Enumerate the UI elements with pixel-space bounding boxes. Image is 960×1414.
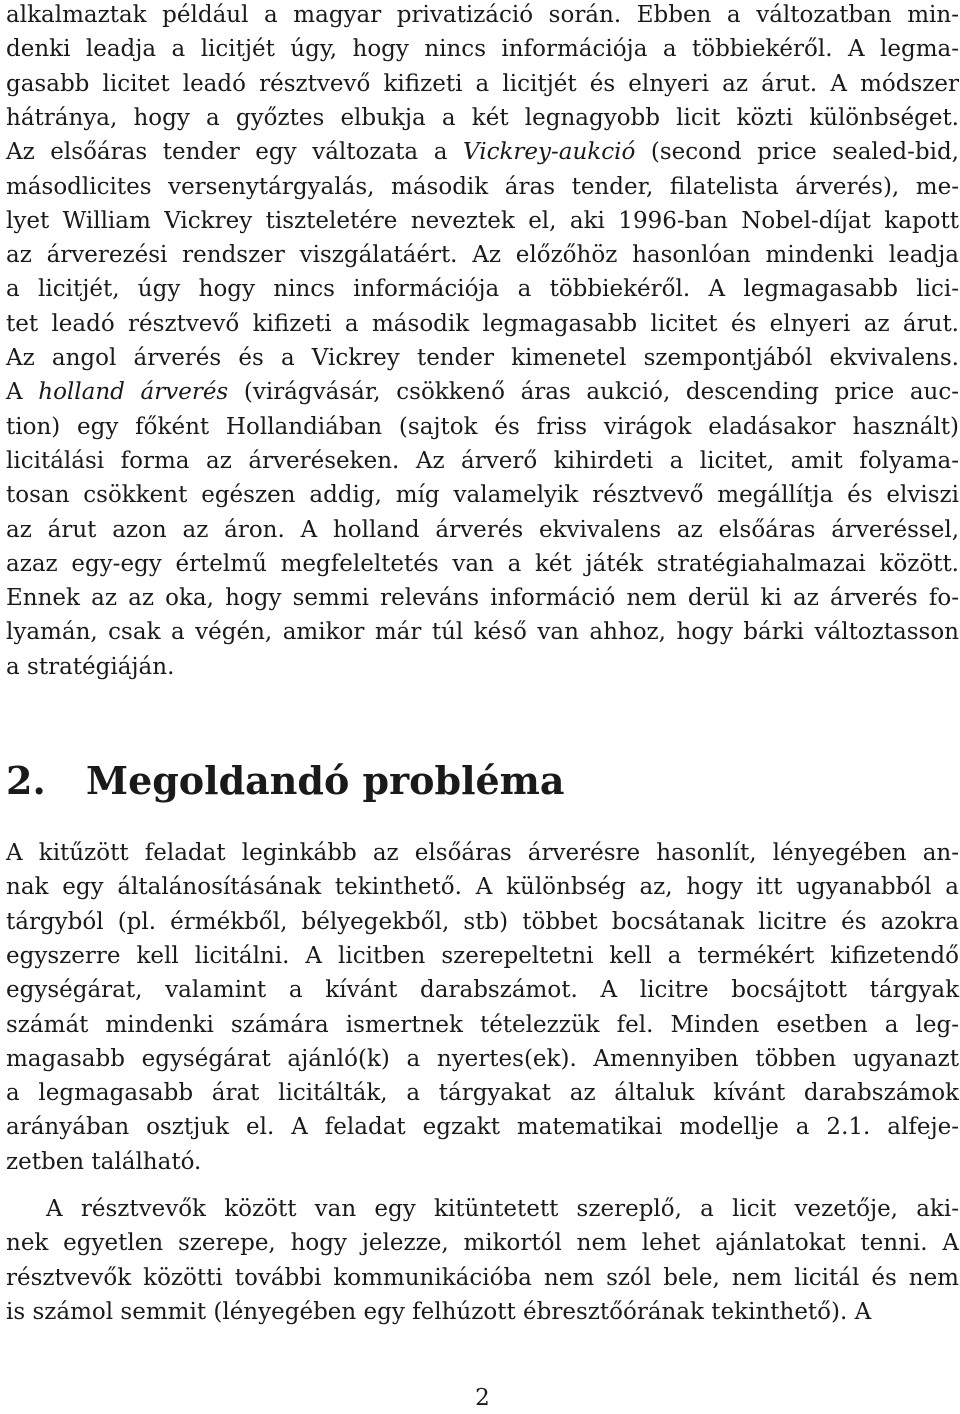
text-line: magasabb egységárat ajánló(k) a nyertes(ek). Amennyiben többen ugyanazt [6, 1045, 959, 1072]
text-line: arányában osztjuk el. A feladat egzakt matematikai modellje a 2.1. alfeje- [6, 1114, 959, 1141]
emphasized-term: holland árverés [38, 379, 229, 406]
text-line: egyszerre kell licitálni. A licitben szerepeltetni kell a termékért kifizetendő [6, 942, 959, 969]
emphasized-term: Vickrey-aukció [463, 139, 636, 166]
text-line: Ennek az az oka, hogy semmi releváns információ nem derül ki az árverés fo- [6, 585, 959, 612]
text-line: alkalmaztak például a magyar privatizáció során. Ebben a változatban min- [6, 2, 959, 28]
text-line: nek egyetlen szerepe, hogy jelezze, mikortól nem lehet ajánlatokat tenni. A [6, 1230, 959, 1257]
text-line: is számol semmit (lényegében egy felhúzott ébresztőórának tekinthető). A [6, 1298, 872, 1325]
text-line: denki leadja a licitjét úgy, hogy nincs információja a többiekéről. A legma- [6, 36, 959, 63]
text-line: azaz egy-egy értelmű megfeleltetés van a két játék stratégiahalmazai között. [6, 550, 959, 577]
section-number: 2. [6, 758, 46, 803]
text-line: számát mindenki számára ismertnek tételezzük fel. Minden esetben a leg- [6, 1011, 959, 1038]
text-line: hátránya, hogy a győztes elbukja a két legnagyobb licit közti különbséget. [6, 104, 959, 131]
text-line: licitálási forma az árveréseken. Az árverő kihirdeti a licitet, amit folyama- [6, 447, 959, 474]
text-line: tion) egy főként Hollandiában (sajtok és friss virágok eladásakor használt) [6, 413, 959, 440]
text-line: az árut azon az áron. A holland árverés ekvivalens az elsőáras árveréssel, [6, 516, 959, 543]
text-line: másodlicites versenytárgyalás, második áras tender, filatelista árverés), me- [6, 173, 959, 200]
text-line: résztvevők közötti további kommunikációba nem szól bele, nem licitál és nem [6, 1264, 959, 1291]
text-line [6, 377, 959, 407]
text-line: a legmagasabb árat licitálták, a tárgyakat az általuk kívánt darabszámok [6, 1080, 959, 1107]
text-line: Az angol árverés és a Vickrey tender kimenetel szempontjából ekvivalens. [6, 345, 959, 371]
text-line: tosan csökkent egészen addig, míg valamelyik résztvevő megállítja és elviszi [6, 482, 959, 509]
text-run: (virágvásár, csökkenő áras aukció, descending price auc- [228, 379, 959, 406]
text-run: (second price sealed-bid, [635, 139, 959, 166]
text-line: egységárat, valamint a kívánt darabszámot. A licitre bocsájtott tárgyak [6, 977, 959, 1004]
text-line: nak egy általánosításának tekinthető. A különbség az, hogy itt ugyanabból a [6, 874, 959, 901]
text-line: zetben található. [6, 1148, 202, 1175]
section-title: Megoldandó probléma [86, 758, 565, 803]
text-line: lyet William Vickrey tiszteletére neveztek el, aki 1996-ban Nobel-díjat kapott [6, 207, 959, 234]
text-line: tárgyból (pl. érmékből, bélyegekből, stb) többet bocsátanak licitre és azokra [6, 908, 959, 935]
text-line: A kitűzött feladat leginkább az elsőáras árverésre hasonlít, lényegében an- [6, 840, 959, 866]
page-number: 2 [475, 1385, 490, 1411]
text-line: lyamán, csak a végén, amikor már túl késő van ahhoz, hogy bárki változtasson [6, 619, 959, 646]
text-line: gasabb licitet leadó résztvevő kifizeti a licitjét és elnyeri az árut. A módszer [6, 70, 959, 97]
text-line: tet leadó résztvevő kifizeti a második legmagasabb licitet és elnyeri az árut. [6, 310, 959, 337]
text-line: a stratégiáján. [6, 653, 175, 680]
text-line: a licitjét, úgy hogy nincs információja a többiekéről. A legmagasabb lici- [6, 276, 959, 303]
text-line [6, 137, 959, 167]
section-heading [6, 758, 565, 804]
text-run: Az elsőáras tender egy változata a [6, 139, 464, 166]
text-line: A résztvevők között van egy kitüntetett szereplő, a licit vezetője, aki- [46, 1196, 959, 1222]
text-run: A [6, 379, 39, 406]
text-line: az árverezési rendszer viszgálatáért. Az előzőhöz hasonlóan mindenki leadja [6, 242, 959, 269]
